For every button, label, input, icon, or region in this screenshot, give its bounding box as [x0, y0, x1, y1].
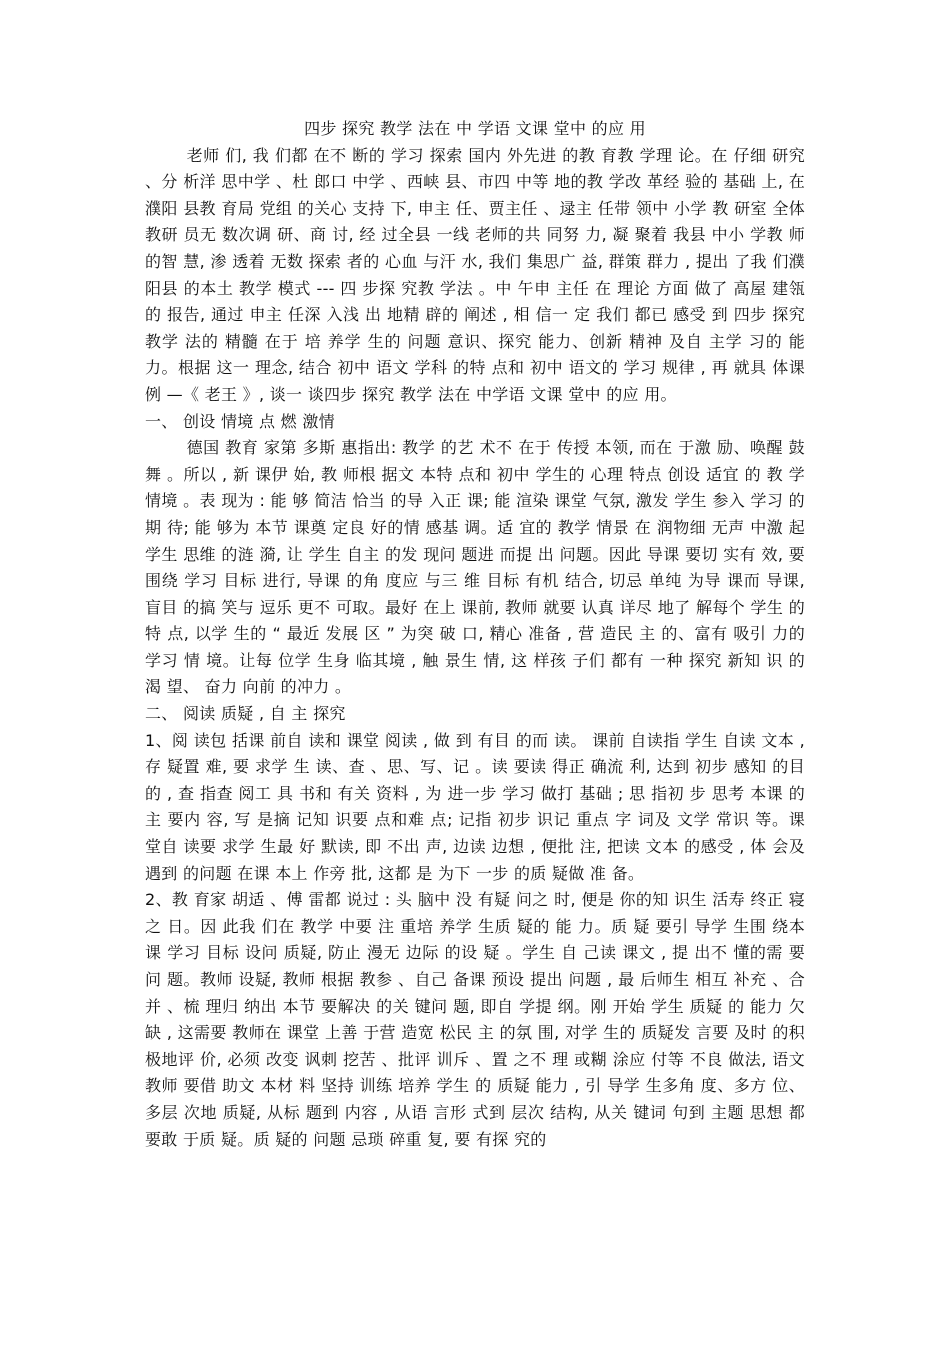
document-body [145, 116, 805, 1153]
section-1-paragraph: 德国 教育 家第 多斯 惠指出: 教学 的艺 术不 在于 传授 本领, 而在 于激 励、唤醒 鼓舞 。所以 , 新 课伊 始, 教 师根 据文 本特 点和 初中 学生的 心理 特点 创设 适宜 的 教 学 情境 。表 现为 : 能 够 简洁 恰当 的导 入正 课; 能 渲染 课堂 气氛, 激发 学生 参入 学习 的期 待; 能 够为 本节 课奠 定良 好的情 感基 调。适 宜的 教学 情景 在 润物细 无声 中激 起 学生 思维 的涟 漪, 让 学生 自主 的发 现问 题进 而提 出 问题。因此 导课 要切 实有 效, 要围绕 学习 目标 进行, 导课 的角 度应 与三 维 目标 有机 结合, 切忌 单纯 为导 课而 导课, 盲目 的搞 笑与 逗乐 更不 可取。最好 在上 课前, 教师 就要 认真 详尽 地了 解每个 学生 的特 点, 以学 生的 “ 最近 发展 区 ” 为突 破 口, 精心 准备 , 营 造民 主 的、富有 吸引 力的 学习 情 境。让每 位学 生身 临其境 , 触 景生 情, 这 样孩 子们 都有 一种 探究 新知 识 的渴 望、 奋力 向前 的冲力 。 [145, 438, 805, 697]
section-2-paragraph-2: 2、教 育家 胡适 、傅 雷都 说过 : 头 脑中 没 有疑 问之 时, 便是 你的知 识生 活寿 终正 寝之 日。因 此我 们在 教学 中要 注 重培 养学 生质 疑的 能 力。质 疑 要引 导学 生围 绕本 课 学习 目标 设问 质疑, 防止 漫无 边际 的设 疑 。学生 自 己读 课文 , 提 出不 懂的需 要问 题。教师 设疑, 教师 根据 教参 、自己 备课 预设 提出 问题 , 最 后师生 相互 补充 、合 并 、梳 理归 纳出 本节 要解决 的关 键问 题, 即自 学提 纲。刚 开始 学生 质疑 的 能力 欠缺 , 这需要 教师在 课堂 上善 于营 造宽 松民 主 的氛 围, 对学 生的 质疑发 言要 及时 的积 极地评 价, 必须 改变 讽刺 挖苦 、批评 训斥 、置 之不 理 或糊 涂应 付等 不良 做法, 语文 教师 要借 助文 本材 料 坚持 训练 培养 学生 的 质疑 能力 , 引 导学 生多角 度、多方 位、多层 次地 质疑, 从标 题到 内容 , 从语 言形 式到 层次 结构, 从关 键词 句到 主题 思想 都 要敢 于质 疑。质 疑的 问题 忌琐 碎重 复, 要 有探 究的 [145, 890, 805, 1149]
document-title: 四步 探究 教学 法在 中 学语 文课 堂中 的应 用 [304, 119, 646, 138]
intro-paragraph: 老师 们, 我 们都 在不 断的 学习 探索 国内 外先进 的教 育教 学理 论。在 仔细 研究 、分 析洋 思中学 、杜 郎口 中学 、西峡 县、市四 中等 地的教 学改 革经 验的 基础 上, 在 濮阳 县教 育局 党组 的关心 支持 下, 申主 任、贾主任 、逯主 任带 领中 小学 教 研室 全体 教研 员无 数次调 研、商 讨, 经 过全县 一线 老师的共 同努 力, 凝 聚着 我县 中小 学教 师的智 慧, 渗 透着 无数 探索 者的 心血 与汗 水, 我们 集思广 益, 群策 群力 , 提出 了我 们濮 阳县 的本土 教学 模式 --- 四 步探 究教 学法 。中 午申 主任 在 理论 方面 做了 高屋 建瓴的 报告, 通过 申主 任深 入浅 出 地精 辟的 阐述 , 相 信一 定 我们 都已 感受 到 四步 探究 教学 法的 精髓 在于 培 养学 生的 问题 意识、探究 能力、创新 精神 及自 主学 习的 能力。根据 这一 理念, 结合 初中 语文 学科 的特 点和 初中 语文的 学习 规律 , 再 就具 体课 例 —《 老王 》, 谈一 谈四步 探究 教学 法在 中学语 文课 堂中 的应 用。 [145, 145, 805, 404]
section-2-heading: 二、 阅读 质疑 , 自 主 探究 [145, 704, 346, 724]
section-1-heading: 一、 创设 情境 点 燃 激情 [145, 411, 335, 431]
section-2-paragraph-1: 1、阅 读包 括课 前自 读和 课堂 阅读 , 做 到 有目 的而 读。 课前 自读指 学生 自读 文本 , 存 疑置 难, 要 求学 生 读、查 、思、写、记 。读 要读 得正 确流 利, 达到 初步 感知 的目的 , 查 指查 阅工 具 书和 有关 资料 , 为 进一步 学习 做打 基础 ; 思 指初 步 思考 本课 的主 要内 容, 写 是摘 记知 识要 点和难 点; 记指 初步 识记 重点 字 词及 文学 常识 等。课 堂自 读要 求学 生最 好 默读, 即 不出 声, 边读 边想 , 便批 注, 把读 文本 的感受 , 体 会及 遇到 的问题 在课 本上 作旁 批, 这都 是 为下 一步 的质 疑做 准 备。 [145, 730, 805, 883]
